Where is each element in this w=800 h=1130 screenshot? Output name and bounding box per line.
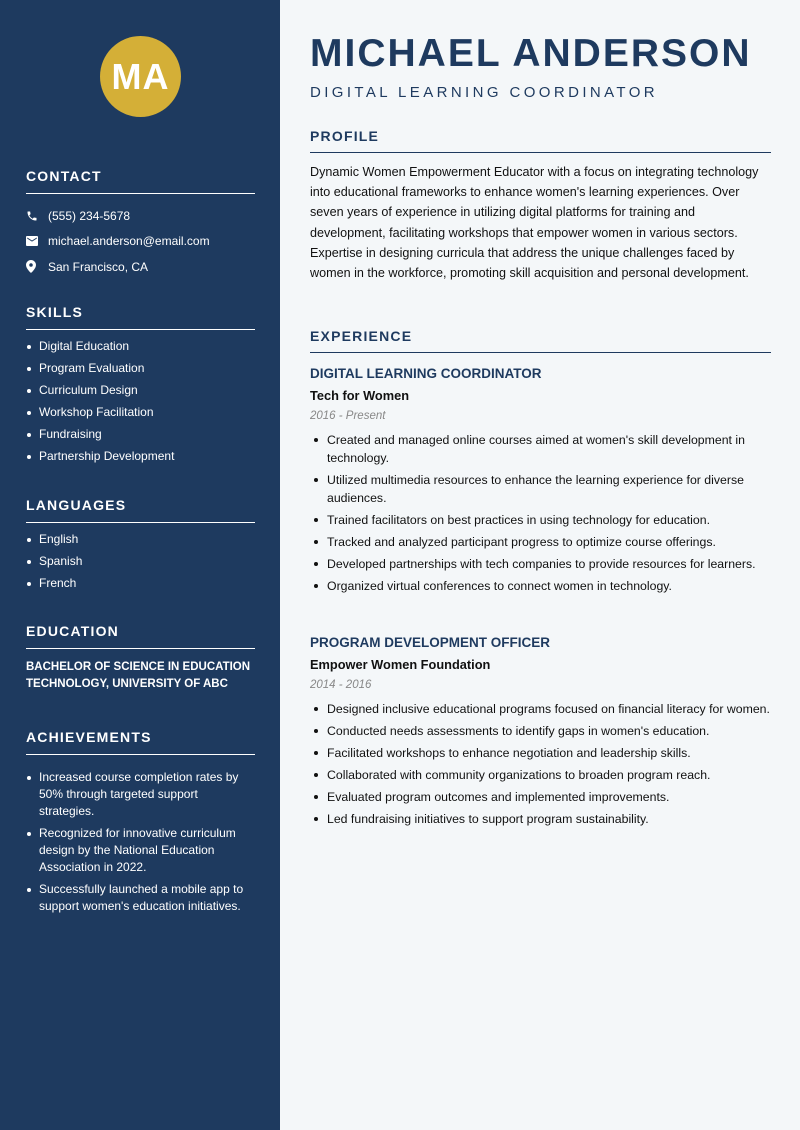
- education-section: [26, 623, 255, 693]
- job-company: Tech for Women: [310, 388, 410, 403]
- profile-heading: PROFILE: [310, 128, 771, 153]
- education-degree: BACHELOR OF SCIENCE IN EDUCATION TECHNOLOGY, UNIVERSITY OF ABC: [26, 661, 251, 690]
- location-pin-icon: [26, 260, 48, 273]
- skill-item: Digital Education: [26, 338, 255, 355]
- job-role: PROGRAM DEVELOPMENT OFFICER: [310, 635, 551, 650]
- languages-heading: LANGUAGES: [26, 497, 255, 523]
- email-text: michael.anderson@email.com: [48, 234, 210, 249]
- language-item: French: [26, 575, 255, 592]
- languages-list: [26, 531, 255, 592]
- job-bullet: Designed inclusive educational programs focused on financial literacy for women.: [310, 700, 771, 718]
- contact-phone: [26, 203, 255, 229]
- job-bullets: [310, 700, 771, 828]
- contact-email: [26, 229, 255, 255]
- email-icon: [26, 236, 48, 246]
- job-dates: 2014 - 2016: [310, 679, 372, 691]
- skill-item: Fundraising: [26, 426, 255, 443]
- achievement-item: Successfully launched a mobile app to support women's education initiatives.: [26, 881, 255, 915]
- experience-section: [310, 328, 771, 353]
- job-company: Empower Women Foundation: [310, 657, 491, 672]
- languages-section: [26, 497, 255, 597]
- candidate-name: MICHAEL ANDERSON: [310, 32, 752, 75]
- job-bullet: Conducted needs assessments to identify gaps in women's education.: [310, 722, 771, 740]
- profile-text: Dynamic Women Empowerment Educator with a focus on integrating technology into educational frameworks to enhance women's learning experiences. Over seven years of experience in utilizing digital platforms for training and development, facilitating workshops that empower women in various sectors. Expertise in designing curricula that address the unique challenges faced by women in the workforce, promoting skill acquisition and personal development.: [310, 165, 759, 281]
- job-bullet: Collaborated with community organizations to broaden program reach.: [310, 766, 771, 784]
- job-bullet: Utilized multimedia resources to enhance the learning experience for diverse audiences.: [310, 471, 771, 507]
- job-dates: 2016 - Present: [310, 410, 386, 422]
- sidebar: [0, 0, 280, 1130]
- achievement-item: Increased course completion rates by 50% through targeted support strategies.: [26, 769, 255, 820]
- job-entry: [310, 366, 771, 599]
- achievement-item: Recognized for innovative curriculum design by the National Education Association in 2022.: [26, 825, 255, 876]
- achievements-heading: ACHIEVEMENTS: [26, 729, 255, 755]
- profile-section: [310, 128, 771, 283]
- language-item: Spanish: [26, 553, 255, 570]
- skill-item: Program Evaluation: [26, 360, 255, 377]
- job-bullet: Developed partnerships with tech companies to provide resources for learners.: [310, 555, 771, 573]
- phone-text: (555) 234-5678: [48, 208, 131, 223]
- job-role: DIGITAL LEARNING COORDINATOR: [310, 366, 542, 381]
- job-bullet: Evaluated program outcomes and implemented improvements.: [310, 788, 771, 806]
- skill-item: Curriculum Design: [26, 382, 255, 399]
- education-heading: EDUCATION: [26, 623, 255, 649]
- skill-item: Partnership Development: [26, 448, 255, 465]
- skills-heading: SKILLS: [26, 304, 255, 330]
- avatar: MA: [100, 36, 181, 117]
- contact-section: [26, 168, 255, 280]
- experience-heading: EXPERIENCE: [310, 328, 771, 353]
- location-text: San Francisco, CA: [48, 259, 149, 274]
- skills-section: [26, 304, 255, 470]
- job-bullet: Led fundraising initiatives to support program sustainability.: [310, 810, 771, 828]
- achievements-list: [26, 769, 255, 915]
- contact-heading: CONTACT: [26, 168, 255, 194]
- language-item: English: [26, 531, 255, 548]
- job-bullet: Facilitated workshops to enhance negotiation and leadership skills.: [310, 744, 771, 762]
- skill-item: Workshop Facilitation: [26, 404, 255, 421]
- achievements-section: [26, 729, 255, 920]
- candidate-title: DIGITAL LEARNING COORDINATOR: [310, 84, 659, 101]
- contact-location: [26, 254, 255, 280]
- job-bullet: Tracked and analyzed participant progress to optimize course offerings.: [310, 533, 771, 551]
- job-entry: [310, 635, 771, 832]
- job-bullet: Trained facilitators on best practices in using technology for education.: [310, 511, 771, 529]
- phone-icon: [26, 210, 48, 222]
- job-bullet: Organized virtual conferences to connect women in technology.: [310, 577, 771, 595]
- job-bullets: [310, 431, 771, 595]
- job-bullet: Created and managed online courses aimed at women's skill development in technology.: [310, 431, 771, 467]
- skills-list: [26, 338, 255, 465]
